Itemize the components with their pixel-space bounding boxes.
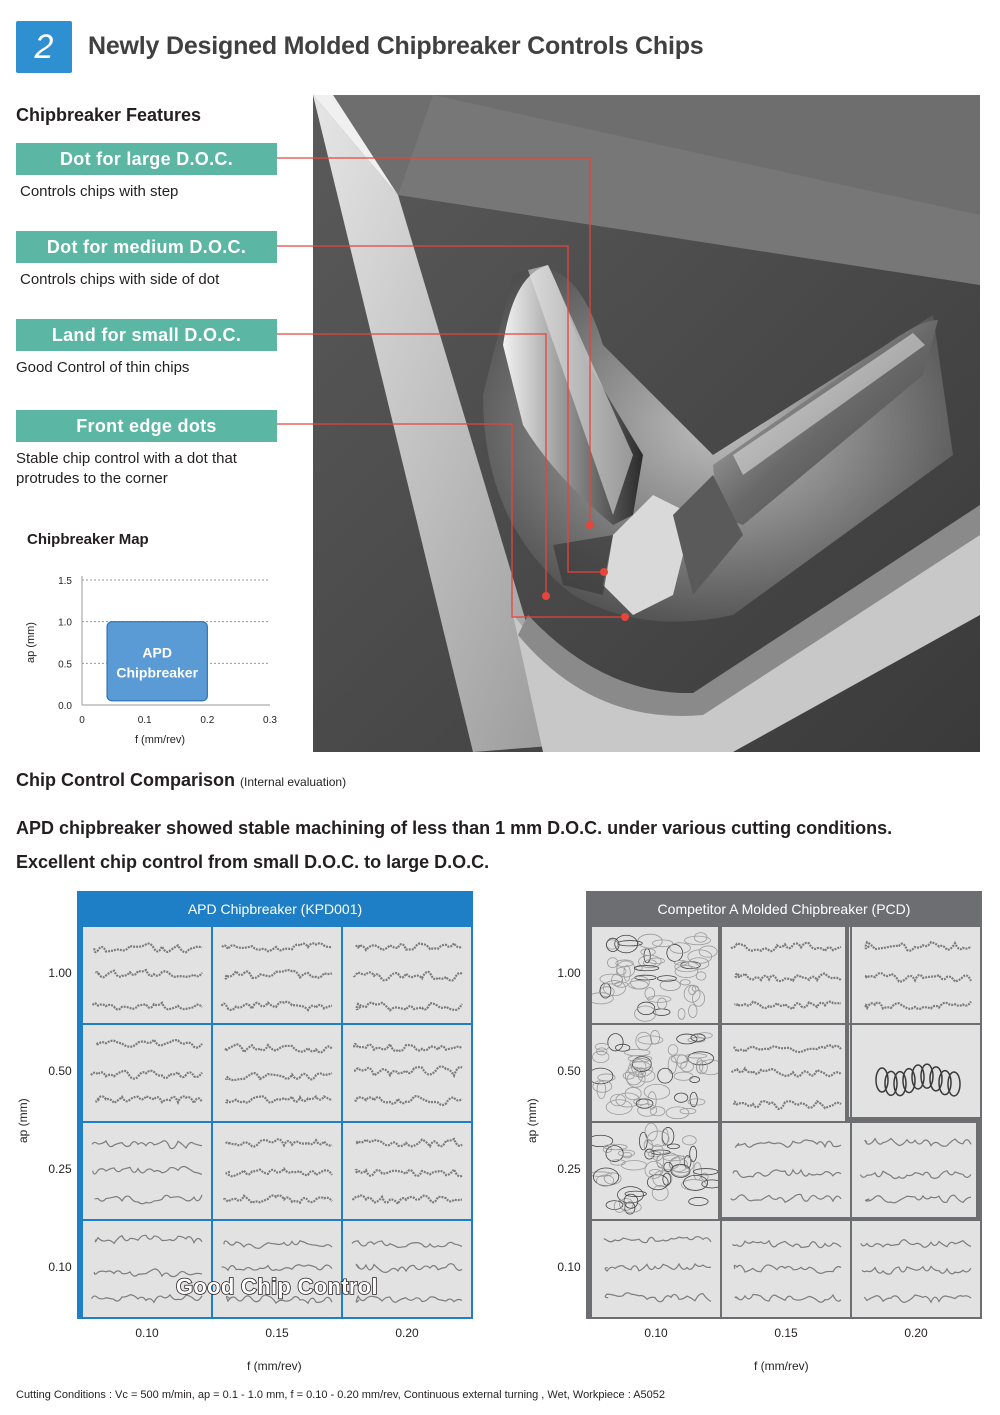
- map-region-label: APD: [142, 644, 172, 661]
- apd-chip-photo-cell: [213, 1221, 341, 1317]
- apd-chip-photo-cell: [83, 1025, 211, 1121]
- good-chip-control-overlay: Good Chip Control: [176, 1274, 378, 1299]
- feature-tag-medium-doc: Dot for medium D.O.C.: [16, 231, 277, 263]
- map-x-label: f (mm/rev): [134, 734, 186, 746]
- competitor-row-label: 1.00: [557, 966, 581, 980]
- apd-chip-photo-cell: [343, 1025, 471, 1121]
- apd-chip-photo-cell: [213, 1025, 341, 1121]
- competitor-x-axis-label: f (mm/rev): [754, 1359, 809, 1373]
- competitor-grid-title: Competitor A Molded Chipbreaker (PCD): [657, 901, 911, 917]
- feature-tag-small-doc: Land for small D.O.C.: [16, 319, 277, 351]
- apd-col-label: 0.10: [135, 1326, 159, 1340]
- feature-desc-front-edge: [16, 449, 237, 489]
- apd-row-label: 0.10: [48, 1260, 72, 1274]
- map-x-tick: 0.3: [263, 715, 277, 726]
- map-region-label: Chipbreaker: [116, 664, 199, 681]
- comparison-heading: [16, 770, 346, 791]
- map-apd-region: [107, 622, 207, 701]
- feature-tag-front-edge: Front edge dots: [16, 410, 277, 442]
- apd-row-label: 1.00: [48, 966, 72, 980]
- apd-chip-grid: [77, 891, 473, 1319]
- feature-desc-front-edge-line-2: protrudes to the corner: [16, 470, 168, 487]
- page-title: Newly Designed Molded Chipbreaker Controls Chips: [88, 32, 704, 60]
- chipbreaker-map-chart: [20, 562, 290, 757]
- map-x-tick: 0.1: [137, 715, 152, 726]
- apd-chip-photo-cell: [213, 1123, 341, 1219]
- apd-chip-photo-cell: [83, 927, 211, 1023]
- comparison-statement-1: APD chipbreaker showed stable machining of less than 1 mm D.O.C. under various cutting conditions.: [16, 818, 893, 838]
- apd-y-axis-label: ap (mm): [16, 1098, 30, 1143]
- comparison-note: (Internal evaluation): [240, 775, 347, 789]
- apd-chip-photo-cell: [343, 1123, 471, 1219]
- map-y-tick: 0.0: [58, 701, 72, 712]
- chipbreaker-map-title: Chipbreaker Map: [27, 531, 149, 548]
- competitor-y-axis-label: ap (mm): [525, 1098, 539, 1143]
- map-x-tick: 0: [79, 715, 85, 726]
- insert-photo: [313, 95, 980, 752]
- insert-illustration: [313, 95, 980, 752]
- apd-chip-photo-cell: [213, 927, 341, 1023]
- comparison-heading-text: Chip Control Comparison: [16, 770, 235, 790]
- apd-row-label: 0.25: [48, 1162, 72, 1176]
- comparison-statement-2: Excellent chip control from small D.O.C. to large D.O.C.: [16, 852, 490, 872]
- cutting-conditions: Cutting Conditions : Vc = 500 m/min, ap = 0.1 - 1.0 mm, f = 0.10 - 0.20 mm/rev, Continuous external turning , Wet, Workpiece : A5052: [16, 1389, 666, 1401]
- features-heading: Chipbreaker Features: [16, 105, 202, 125]
- apd-grid-title: APD Chipbreaker (KPD001): [187, 901, 363, 917]
- feature-desc-small-doc: Good Control of thin chips: [16, 359, 190, 376]
- competitor-row-label: 0.50: [557, 1064, 581, 1078]
- competitor-col-label: 0.10: [644, 1326, 668, 1340]
- map-x-tick: 0.2: [200, 715, 215, 726]
- competitor-col-label: 0.20: [904, 1326, 928, 1340]
- feature-desc-large-doc: Controls chips with step: [20, 183, 179, 200]
- apd-chip-photo-cell: [343, 1221, 471, 1317]
- competitor-row-label: 0.10: [557, 1260, 581, 1274]
- map-y-tick: 1.0: [58, 617, 72, 629]
- map-y-tick: 0.5: [58, 659, 72, 671]
- feature-desc-medium-doc: Controls chips with side of dot: [20, 271, 220, 288]
- competitor-row-label: 0.25: [557, 1162, 581, 1176]
- apd-x-axis-label: f (mm/rev): [247, 1359, 302, 1373]
- competitor-acceptable-region-frame: [586, 891, 982, 1319]
- apd-col-label: 0.15: [265, 1326, 289, 1340]
- map-y-tick: 1.5: [58, 576, 72, 587]
- section-number-badge: 2: [16, 21, 72, 73]
- apd-col-label: 0.20: [395, 1326, 419, 1340]
- feature-tag-large-doc: Dot for large D.O.C.: [16, 143, 277, 175]
- apd-chip-photo-cell: [83, 1221, 211, 1317]
- feature-desc-front-edge-line-1: Stable chip control with a dot that: [16, 450, 237, 467]
- apd-chip-photo-cell: [83, 1123, 211, 1219]
- map-y-label: ap (mm): [25, 622, 37, 663]
- apd-chip-photo-cell: [343, 927, 471, 1023]
- apd-row-label: 0.50: [48, 1064, 72, 1078]
- competitor-chip-grid: [586, 891, 982, 1319]
- competitor-col-label: 0.15: [774, 1326, 798, 1340]
